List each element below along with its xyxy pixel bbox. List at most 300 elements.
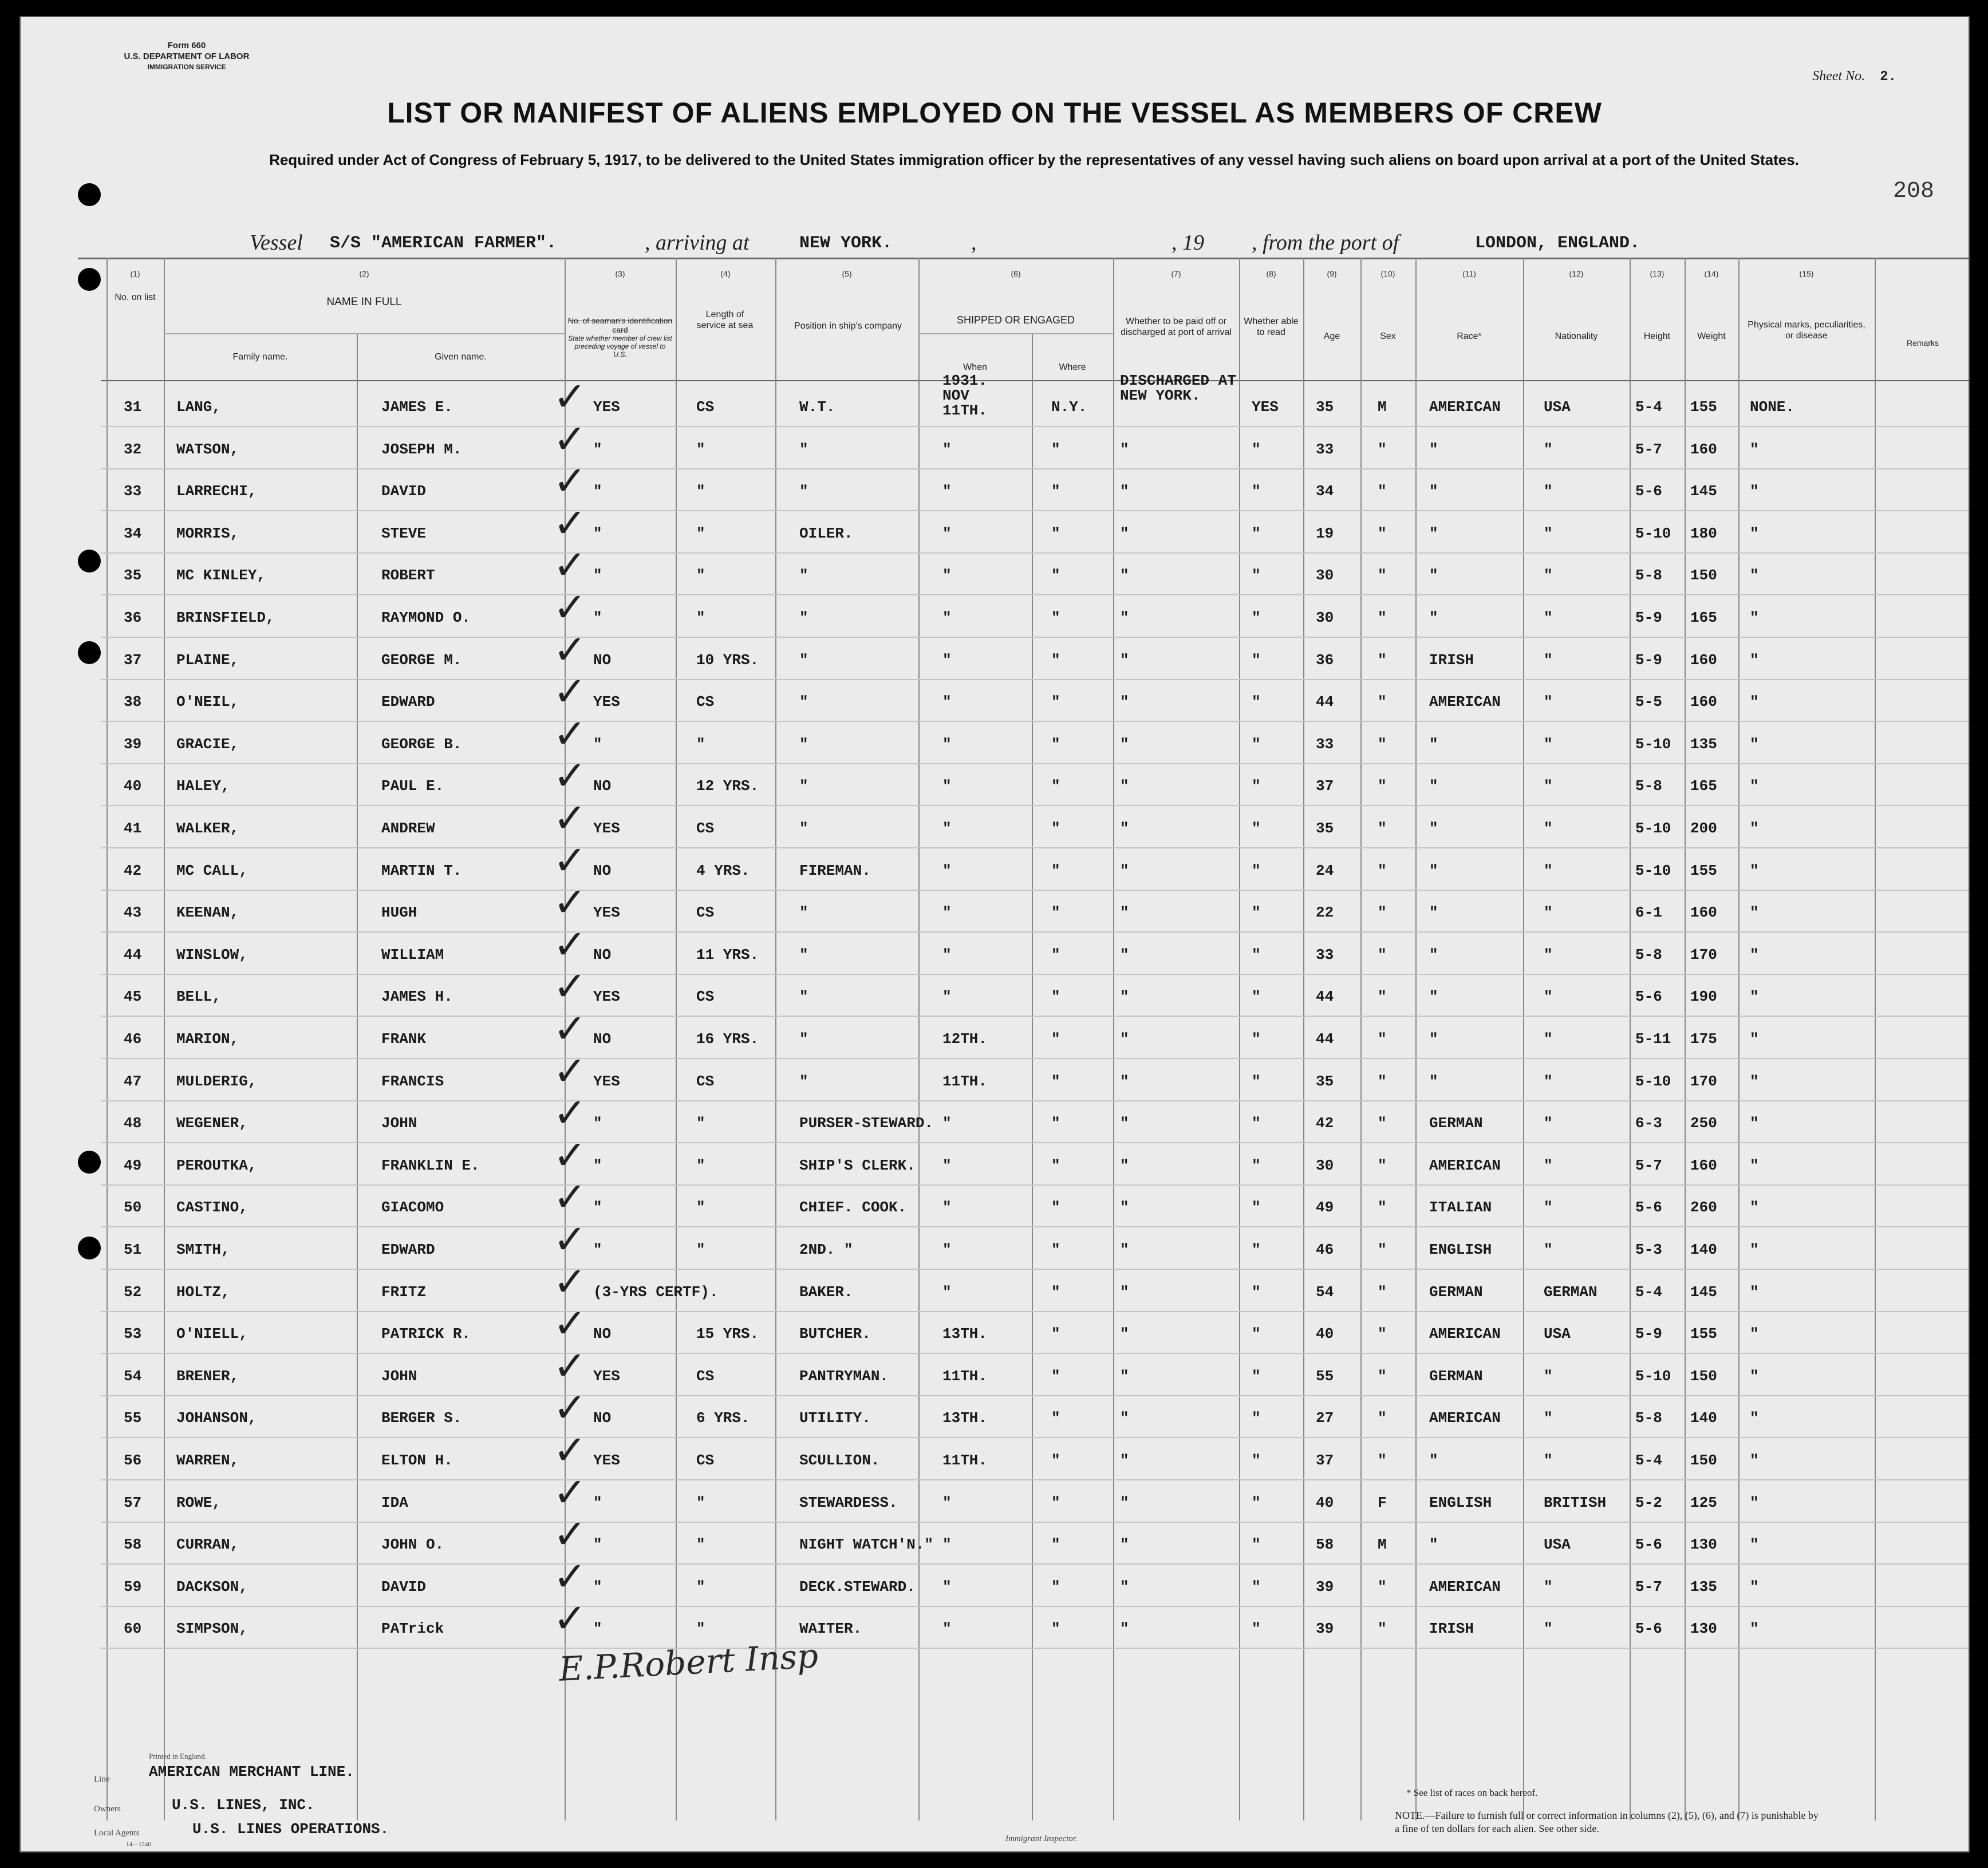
cell-family-name: PEROUTKA, bbox=[176, 1156, 257, 1174]
cell-sex: " bbox=[1378, 1452, 1387, 1469]
check-mark-icon: ✓ bbox=[553, 879, 587, 926]
header-weight: Weight bbox=[1697, 331, 1726, 341]
cell-service: " bbox=[696, 483, 705, 500]
cell-given-name: FRITZ bbox=[381, 1283, 427, 1301]
cell-marks: " bbox=[1750, 988, 1759, 1006]
cell-sex: " bbox=[1378, 1030, 1387, 1048]
cell-service: " bbox=[696, 1536, 705, 1554]
sheet-label: Sheet No. bbox=[1812, 69, 1865, 84]
header-no-on-list: No. on list bbox=[115, 293, 156, 302]
header-race: Race* bbox=[1457, 331, 1482, 341]
cell-age: 34 bbox=[1316, 483, 1334, 500]
cell-weight: 150 bbox=[1690, 1367, 1717, 1385]
cell-height: 5-10 bbox=[1635, 1072, 1671, 1090]
cell-crew-list: " bbox=[593, 1536, 602, 1554]
cell-paid-off: " bbox=[1120, 693, 1129, 711]
cell-no: 50 bbox=[124, 1199, 142, 1217]
cell-age: 33 bbox=[1316, 735, 1334, 753]
cell-marks: " bbox=[1750, 651, 1759, 669]
table-row bbox=[21, 1595, 1969, 1653]
check-mark-icon: ✓ bbox=[553, 710, 587, 757]
cell-service: 12 YRS. bbox=[696, 777, 759, 795]
cell-service: " bbox=[696, 1578, 705, 1595]
row-rule bbox=[101, 1058, 1969, 1059]
cell-family-name: LANG, bbox=[176, 398, 222, 416]
cell-when: " bbox=[942, 440, 952, 458]
cell-crew-list: " bbox=[593, 1241, 602, 1258]
cell-nationality: " bbox=[1544, 1241, 1553, 1258]
cell-read: " bbox=[1252, 1536, 1261, 1554]
check-mark-icon: ✓ bbox=[553, 1089, 587, 1137]
cell-weight: 175 bbox=[1690, 1030, 1717, 1048]
cell-sex: " bbox=[1378, 1115, 1387, 1132]
cell-sex: " bbox=[1378, 651, 1387, 669]
cell-sex: M bbox=[1378, 1536, 1387, 1554]
table-row bbox=[21, 499, 1969, 558]
cell-age: 35 bbox=[1316, 1072, 1334, 1090]
cell-marks: " bbox=[1750, 693, 1759, 711]
cell-race: " bbox=[1429, 1536, 1438, 1554]
cell-service: 4 YRS. bbox=[696, 862, 750, 879]
cell-crew-list: YES bbox=[593, 904, 620, 922]
header-when: When bbox=[963, 362, 987, 372]
table-row bbox=[21, 584, 1969, 642]
cell-nationality: USA bbox=[1544, 1325, 1571, 1343]
cell-weight: 160 bbox=[1690, 693, 1717, 711]
cell-no: 47 bbox=[124, 1072, 142, 1090]
cell-height: 5-6 bbox=[1635, 1620, 1662, 1638]
cell-paid-off: " bbox=[1120, 1494, 1129, 1511]
check-mark-icon: ✓ bbox=[553, 836, 587, 884]
cell-age: 58 bbox=[1316, 1536, 1334, 1554]
check-mark-icon: ✓ bbox=[553, 584, 587, 631]
cell-given-name: WILLIAM bbox=[381, 946, 444, 963]
cell-position: " bbox=[799, 777, 808, 795]
row-rule bbox=[101, 510, 1969, 511]
cell-family-name: KEENAN, bbox=[176, 904, 239, 922]
cell-service: CS bbox=[696, 988, 715, 1006]
cell-given-name: FRANKLIN E. bbox=[381, 1156, 480, 1174]
check-mark-icon: ✓ bbox=[553, 1553, 587, 1600]
cell-when: " bbox=[942, 777, 952, 795]
cell-sex: " bbox=[1378, 567, 1387, 585]
cell-race: " bbox=[1429, 440, 1438, 458]
cell-weight: 155 bbox=[1690, 398, 1717, 416]
row-rule bbox=[101, 763, 1969, 764]
cell-age: 30 bbox=[1316, 609, 1334, 626]
cell-paid-off: " bbox=[1120, 820, 1129, 837]
cell-given-name: EDWARD bbox=[381, 1241, 435, 1258]
cell-service: CS bbox=[696, 1452, 715, 1469]
cell-sex: " bbox=[1378, 483, 1387, 500]
cell-weight: 160 bbox=[1690, 440, 1717, 458]
header-position: Position in ship's company bbox=[794, 321, 902, 331]
cell-nationality: " bbox=[1544, 524, 1553, 542]
cell-marks: " bbox=[1750, 777, 1759, 795]
cell-read: " bbox=[1252, 1409, 1261, 1427]
cell-position: " bbox=[799, 651, 808, 669]
cell-position: PURSER-STEWARD. bbox=[799, 1115, 934, 1132]
cell-age: 19 bbox=[1316, 524, 1334, 542]
cell-race: GERMAN bbox=[1429, 1115, 1483, 1132]
cell-no: 37 bbox=[124, 651, 142, 669]
cell-height: 5-10 bbox=[1635, 524, 1671, 542]
cell-read: " bbox=[1252, 777, 1261, 795]
cell-sex: " bbox=[1378, 735, 1387, 753]
cell-when: " bbox=[942, 1199, 952, 1217]
cell-where: " bbox=[1051, 820, 1060, 837]
cell-given-name: MARTIN T. bbox=[381, 862, 462, 879]
cell-read: " bbox=[1252, 1367, 1261, 1385]
cell-weight: 125 bbox=[1690, 1494, 1717, 1511]
cell-service: " bbox=[696, 440, 705, 458]
cell-marks: " bbox=[1750, 1620, 1759, 1638]
table-row bbox=[21, 921, 1969, 980]
cell-crew-list: NO bbox=[593, 1325, 612, 1343]
cell-sex: " bbox=[1378, 1367, 1387, 1385]
cell-nationality: " bbox=[1544, 820, 1553, 837]
row-rule bbox=[101, 1437, 1969, 1438]
row-rule bbox=[101, 1648, 1969, 1649]
cell-marks: " bbox=[1750, 1156, 1759, 1174]
cell-weight: 140 bbox=[1690, 1409, 1717, 1427]
cell-crew-list: " bbox=[593, 1199, 602, 1217]
cell-crew-list: " bbox=[593, 1156, 602, 1174]
cell-position: " bbox=[799, 904, 808, 922]
header-physical: Physical marks, peculiarities, or disease bbox=[1748, 320, 1865, 341]
cell-paid-off: " bbox=[1120, 1283, 1129, 1301]
cell-where: " bbox=[1051, 1072, 1060, 1090]
cell-race: " bbox=[1429, 820, 1438, 837]
cell-family-name: SMITH, bbox=[176, 1241, 230, 1258]
form-header bbox=[107, 40, 267, 73]
cell-age: 37 bbox=[1316, 1452, 1334, 1469]
from-label: , from the port of bbox=[1252, 231, 1399, 255]
cell-nationality: " bbox=[1544, 1620, 1553, 1638]
cell-when: " bbox=[942, 904, 952, 922]
cell-height: 6-3 bbox=[1635, 1115, 1662, 1132]
cell-weight: 145 bbox=[1690, 1283, 1717, 1301]
seaman-id-note: State whether member of crew list preceding voyage of vessel to U.S. bbox=[568, 334, 672, 358]
cell-no: 51 bbox=[124, 1241, 142, 1258]
cell-paid-off: " bbox=[1120, 1620, 1129, 1638]
cell-age: 40 bbox=[1316, 1325, 1334, 1343]
cell-age: 33 bbox=[1316, 440, 1334, 458]
row-rule bbox=[101, 1353, 1969, 1354]
cell-given-name: GEORGE B. bbox=[381, 735, 462, 753]
table-row bbox=[21, 1553, 1969, 1612]
cell-sex: " bbox=[1378, 1578, 1387, 1595]
cell-paid-off: " bbox=[1120, 904, 1129, 922]
table-row bbox=[21, 710, 1969, 769]
cell-race: " bbox=[1429, 735, 1438, 753]
cell-crew-list: YES bbox=[593, 398, 620, 416]
row-rule bbox=[101, 1479, 1969, 1480]
table-row bbox=[21, 836, 1969, 895]
row-rule bbox=[101, 1016, 1969, 1017]
sheet-number bbox=[1812, 69, 1896, 85]
cell-given-name: JAMES E. bbox=[381, 398, 453, 416]
cell-when: " bbox=[942, 1115, 952, 1132]
cell-read: " bbox=[1252, 1452, 1261, 1469]
cell-height: 5-4 bbox=[1635, 1283, 1662, 1301]
cell-weight: 130 bbox=[1690, 1620, 1717, 1638]
cell-where: " bbox=[1051, 567, 1060, 585]
cell-given-name: HUGH bbox=[381, 904, 417, 922]
cell-where: " bbox=[1051, 1452, 1060, 1469]
col-num: (15) bbox=[1799, 269, 1814, 278]
cell-family-name: BRINSFIELD, bbox=[176, 609, 275, 626]
cell-position: SHIP'S CLERK. bbox=[799, 1156, 916, 1174]
name-subheader-line bbox=[164, 333, 565, 334]
table-row bbox=[21, 1047, 1969, 1106]
cell-nationality: " bbox=[1544, 1115, 1553, 1132]
check-mark-icon: ✓ bbox=[553, 1342, 587, 1389]
cell-marks: " bbox=[1750, 483, 1759, 500]
check-mark-icon: ✓ bbox=[553, 499, 587, 547]
col-num: (7) bbox=[1171, 269, 1181, 278]
cell-read: " bbox=[1252, 609, 1261, 626]
cell-age: 39 bbox=[1316, 1578, 1334, 1595]
check-mark-icon: ✓ bbox=[553, 1258, 587, 1305]
cell-when: " bbox=[942, 1241, 952, 1258]
printed-note: Printed in England. bbox=[149, 1752, 207, 1760]
cell-when: " bbox=[942, 567, 952, 585]
cell-when: " bbox=[942, 651, 952, 669]
cell-height: 5-10 bbox=[1635, 820, 1671, 837]
cell-height: 5-7 bbox=[1635, 440, 1662, 458]
cell-marks: " bbox=[1750, 1325, 1759, 1343]
cell-no: 36 bbox=[124, 609, 142, 626]
cell-age: 35 bbox=[1316, 820, 1334, 837]
cell-age: 27 bbox=[1316, 1409, 1334, 1427]
owners-value: U.S. LINES, INC. bbox=[172, 1796, 315, 1814]
col-num: (13) bbox=[1650, 269, 1664, 278]
cell-weight: 170 bbox=[1690, 1072, 1717, 1090]
cell-height: 5-9 bbox=[1635, 1325, 1662, 1343]
cell-position: " bbox=[799, 946, 808, 963]
cell-no: 58 bbox=[124, 1536, 142, 1554]
header-remarks: Remarks bbox=[1906, 338, 1939, 347]
cell-nationality: " bbox=[1544, 1156, 1553, 1174]
cell-marks: " bbox=[1750, 862, 1759, 879]
cell-paid-off: " bbox=[1120, 1030, 1129, 1048]
cell-where: " bbox=[1051, 1325, 1060, 1343]
cell-crew-list: NO bbox=[593, 1030, 612, 1048]
cell-position: STEWARDESS. bbox=[799, 1494, 898, 1511]
cell-crew-list: NO bbox=[593, 777, 612, 795]
cell-weight: 260 bbox=[1690, 1199, 1717, 1217]
cell-when: 11TH. bbox=[942, 1072, 988, 1090]
cell-paid-off: " bbox=[1120, 988, 1129, 1006]
cell-age: 44 bbox=[1316, 693, 1334, 711]
cell-no: 44 bbox=[124, 946, 142, 963]
row-rule bbox=[101, 426, 1969, 427]
cell-service: " bbox=[696, 1115, 705, 1132]
cell-crew-list: YES bbox=[593, 1367, 620, 1385]
cell-when: " bbox=[942, 693, 952, 711]
cell-service: 10 YRS. bbox=[696, 651, 759, 669]
cell-where: " bbox=[1051, 1115, 1060, 1132]
cell-position: BUTCHER. bbox=[799, 1325, 871, 1343]
table-row bbox=[21, 668, 1969, 726]
check-mark-icon: ✓ bbox=[553, 1047, 587, 1095]
cell-marks: " bbox=[1750, 1367, 1759, 1385]
cell-position: FIREMAN. bbox=[799, 862, 871, 879]
cell-weight: 140 bbox=[1690, 1241, 1717, 1258]
cell-where: " bbox=[1051, 1199, 1060, 1217]
cell-service: " bbox=[696, 1494, 705, 1511]
cell-position: 2ND. " bbox=[799, 1241, 853, 1258]
cell-service: 15 YRS. bbox=[696, 1325, 759, 1343]
cell-family-name: JOHANSON, bbox=[176, 1409, 257, 1427]
cell-read: " bbox=[1252, 1156, 1261, 1174]
cell-family-name: SIMPSON, bbox=[176, 1620, 248, 1638]
cell-read: " bbox=[1252, 1115, 1261, 1132]
cell-no: 40 bbox=[124, 777, 142, 795]
cell-crew-list: (3-YRS CERTF). bbox=[593, 1283, 719, 1301]
cell-nationality: " bbox=[1544, 904, 1553, 922]
cell-paid-off: " bbox=[1120, 1367, 1129, 1385]
cell-age: 30 bbox=[1316, 1156, 1334, 1174]
cell-where: N.Y. bbox=[1051, 398, 1087, 416]
table-row bbox=[21, 963, 1969, 1021]
cell-given-name: JOSEPH M. bbox=[381, 440, 462, 458]
row-rule bbox=[101, 1606, 1969, 1607]
cell-marks: " bbox=[1750, 904, 1759, 922]
row-rule bbox=[101, 594, 1969, 595]
cell-service: " bbox=[696, 1241, 705, 1258]
cell-nationality: " bbox=[1544, 1452, 1553, 1469]
cell-race: " bbox=[1429, 609, 1438, 626]
cell-height: 5-10 bbox=[1635, 735, 1671, 753]
cell-where: " bbox=[1051, 1409, 1060, 1427]
cell-weight: 155 bbox=[1690, 862, 1717, 879]
cell-race: GERMAN bbox=[1429, 1283, 1483, 1301]
row-rule bbox=[101, 1142, 1969, 1143]
cell-sex: " bbox=[1378, 904, 1387, 922]
punch-hole bbox=[78, 183, 101, 206]
cell-height: 5-7 bbox=[1635, 1156, 1662, 1174]
cell-service: 6 YRS. bbox=[696, 1409, 750, 1427]
cell-when: " bbox=[942, 1156, 952, 1174]
cell-paid-off: " bbox=[1120, 1199, 1129, 1217]
cell-family-name: O'NEIL, bbox=[176, 693, 239, 711]
cell-given-name: PATRICK R. bbox=[381, 1325, 471, 1343]
cell-given-name: GIACOMO bbox=[381, 1199, 444, 1217]
cell-marks: " bbox=[1750, 1072, 1759, 1090]
cell-no: 57 bbox=[124, 1494, 142, 1511]
cell-height: 5-6 bbox=[1635, 1536, 1662, 1554]
cell-position: " bbox=[799, 567, 808, 585]
cell-weight: 150 bbox=[1690, 1452, 1717, 1469]
cell-no: 55 bbox=[124, 1409, 142, 1427]
cell-weight: 150 bbox=[1690, 567, 1717, 585]
table-row bbox=[21, 372, 1969, 432]
agents-label: Local Agents bbox=[94, 1828, 140, 1838]
check-mark-icon: ✓ bbox=[553, 415, 587, 463]
cell-paid-off: " bbox=[1120, 1241, 1129, 1258]
cell-read: " bbox=[1252, 988, 1261, 1006]
cell-crew-list: " bbox=[593, 735, 602, 753]
check-mark-icon: ✓ bbox=[553, 795, 587, 842]
cell-when: 11TH. bbox=[942, 1367, 988, 1385]
cell-nationality: " bbox=[1544, 1578, 1553, 1595]
cell-when: " bbox=[942, 1494, 952, 1511]
cell-race: GERMAN bbox=[1429, 1367, 1483, 1385]
cell-where: " bbox=[1051, 1494, 1060, 1511]
table-row bbox=[21, 1468, 1969, 1527]
cell-when: " bbox=[942, 1620, 952, 1638]
line-label: Line bbox=[94, 1775, 110, 1784]
cell-nationality: " bbox=[1544, 777, 1553, 795]
arriving-label: , arriving at bbox=[645, 231, 750, 255]
cell-family-name: MC CALL, bbox=[176, 862, 248, 879]
cell-age: 35 bbox=[1316, 398, 1334, 416]
cell-crew-list: " bbox=[593, 567, 602, 585]
cell-race: ENGLISH bbox=[1429, 1494, 1492, 1511]
cell-paid-off: " bbox=[1120, 483, 1129, 500]
cell-marks: " bbox=[1750, 567, 1759, 585]
cell-nationality: " bbox=[1544, 440, 1553, 458]
cell-marks: NONE. bbox=[1750, 398, 1795, 416]
cell-service: CS bbox=[696, 1072, 715, 1090]
check-mark-icon: ✓ bbox=[553, 1384, 587, 1432]
cell-position: SCULLION. bbox=[799, 1452, 880, 1469]
cell-height: 5-5 bbox=[1635, 693, 1662, 711]
cell-marks: " bbox=[1750, 440, 1759, 458]
cell-when: " bbox=[942, 1283, 952, 1301]
cell-paid-off: " bbox=[1120, 440, 1129, 458]
check-mark-icon: ✓ bbox=[553, 1216, 587, 1263]
cell-nationality: BRITISH bbox=[1544, 1494, 1607, 1511]
check-mark-icon: ✓ bbox=[553, 1427, 587, 1474]
cell-race: " bbox=[1429, 524, 1438, 542]
cell-no: 45 bbox=[124, 988, 142, 1006]
cell-no: 52 bbox=[124, 1283, 142, 1301]
cell-sex: " bbox=[1378, 988, 1387, 1006]
check-mark-icon: ✓ bbox=[553, 1511, 587, 1558]
table-row bbox=[21, 626, 1969, 685]
cell-height: 5-4 bbox=[1635, 398, 1662, 416]
cell-crew-list: " bbox=[593, 524, 602, 542]
row-rule bbox=[101, 468, 1969, 469]
cell-sex: " bbox=[1378, 1325, 1387, 1343]
cell-no: 39 bbox=[124, 735, 142, 753]
cell-race: " bbox=[1429, 904, 1438, 922]
cell-service: " bbox=[696, 1620, 705, 1638]
cell-height: 5-8 bbox=[1635, 777, 1662, 795]
header-bottom-line bbox=[101, 380, 1969, 381]
shipped-subheader-line bbox=[918, 333, 1113, 334]
cell-race: AMERICAN bbox=[1429, 1325, 1501, 1343]
row-rule bbox=[101, 1100, 1969, 1101]
cell-when: 12TH. bbox=[942, 1030, 988, 1048]
cell-crew-list: YES bbox=[593, 820, 620, 837]
cell-sex: " bbox=[1378, 1241, 1387, 1258]
cell-nationality: " bbox=[1544, 946, 1553, 963]
cell-read: " bbox=[1252, 862, 1261, 879]
col-num: (14) bbox=[1704, 269, 1719, 278]
cell-height: 5-3 bbox=[1635, 1241, 1662, 1258]
cell-paid-off: " bbox=[1120, 1156, 1129, 1174]
cell-age: 39 bbox=[1316, 1620, 1334, 1638]
cell-where: " bbox=[1051, 651, 1060, 669]
cell-where: " bbox=[1051, 1620, 1060, 1638]
cell-no: 33 bbox=[124, 483, 142, 500]
cell-where: " bbox=[1051, 862, 1060, 879]
cell-weight: 180 bbox=[1690, 524, 1717, 542]
